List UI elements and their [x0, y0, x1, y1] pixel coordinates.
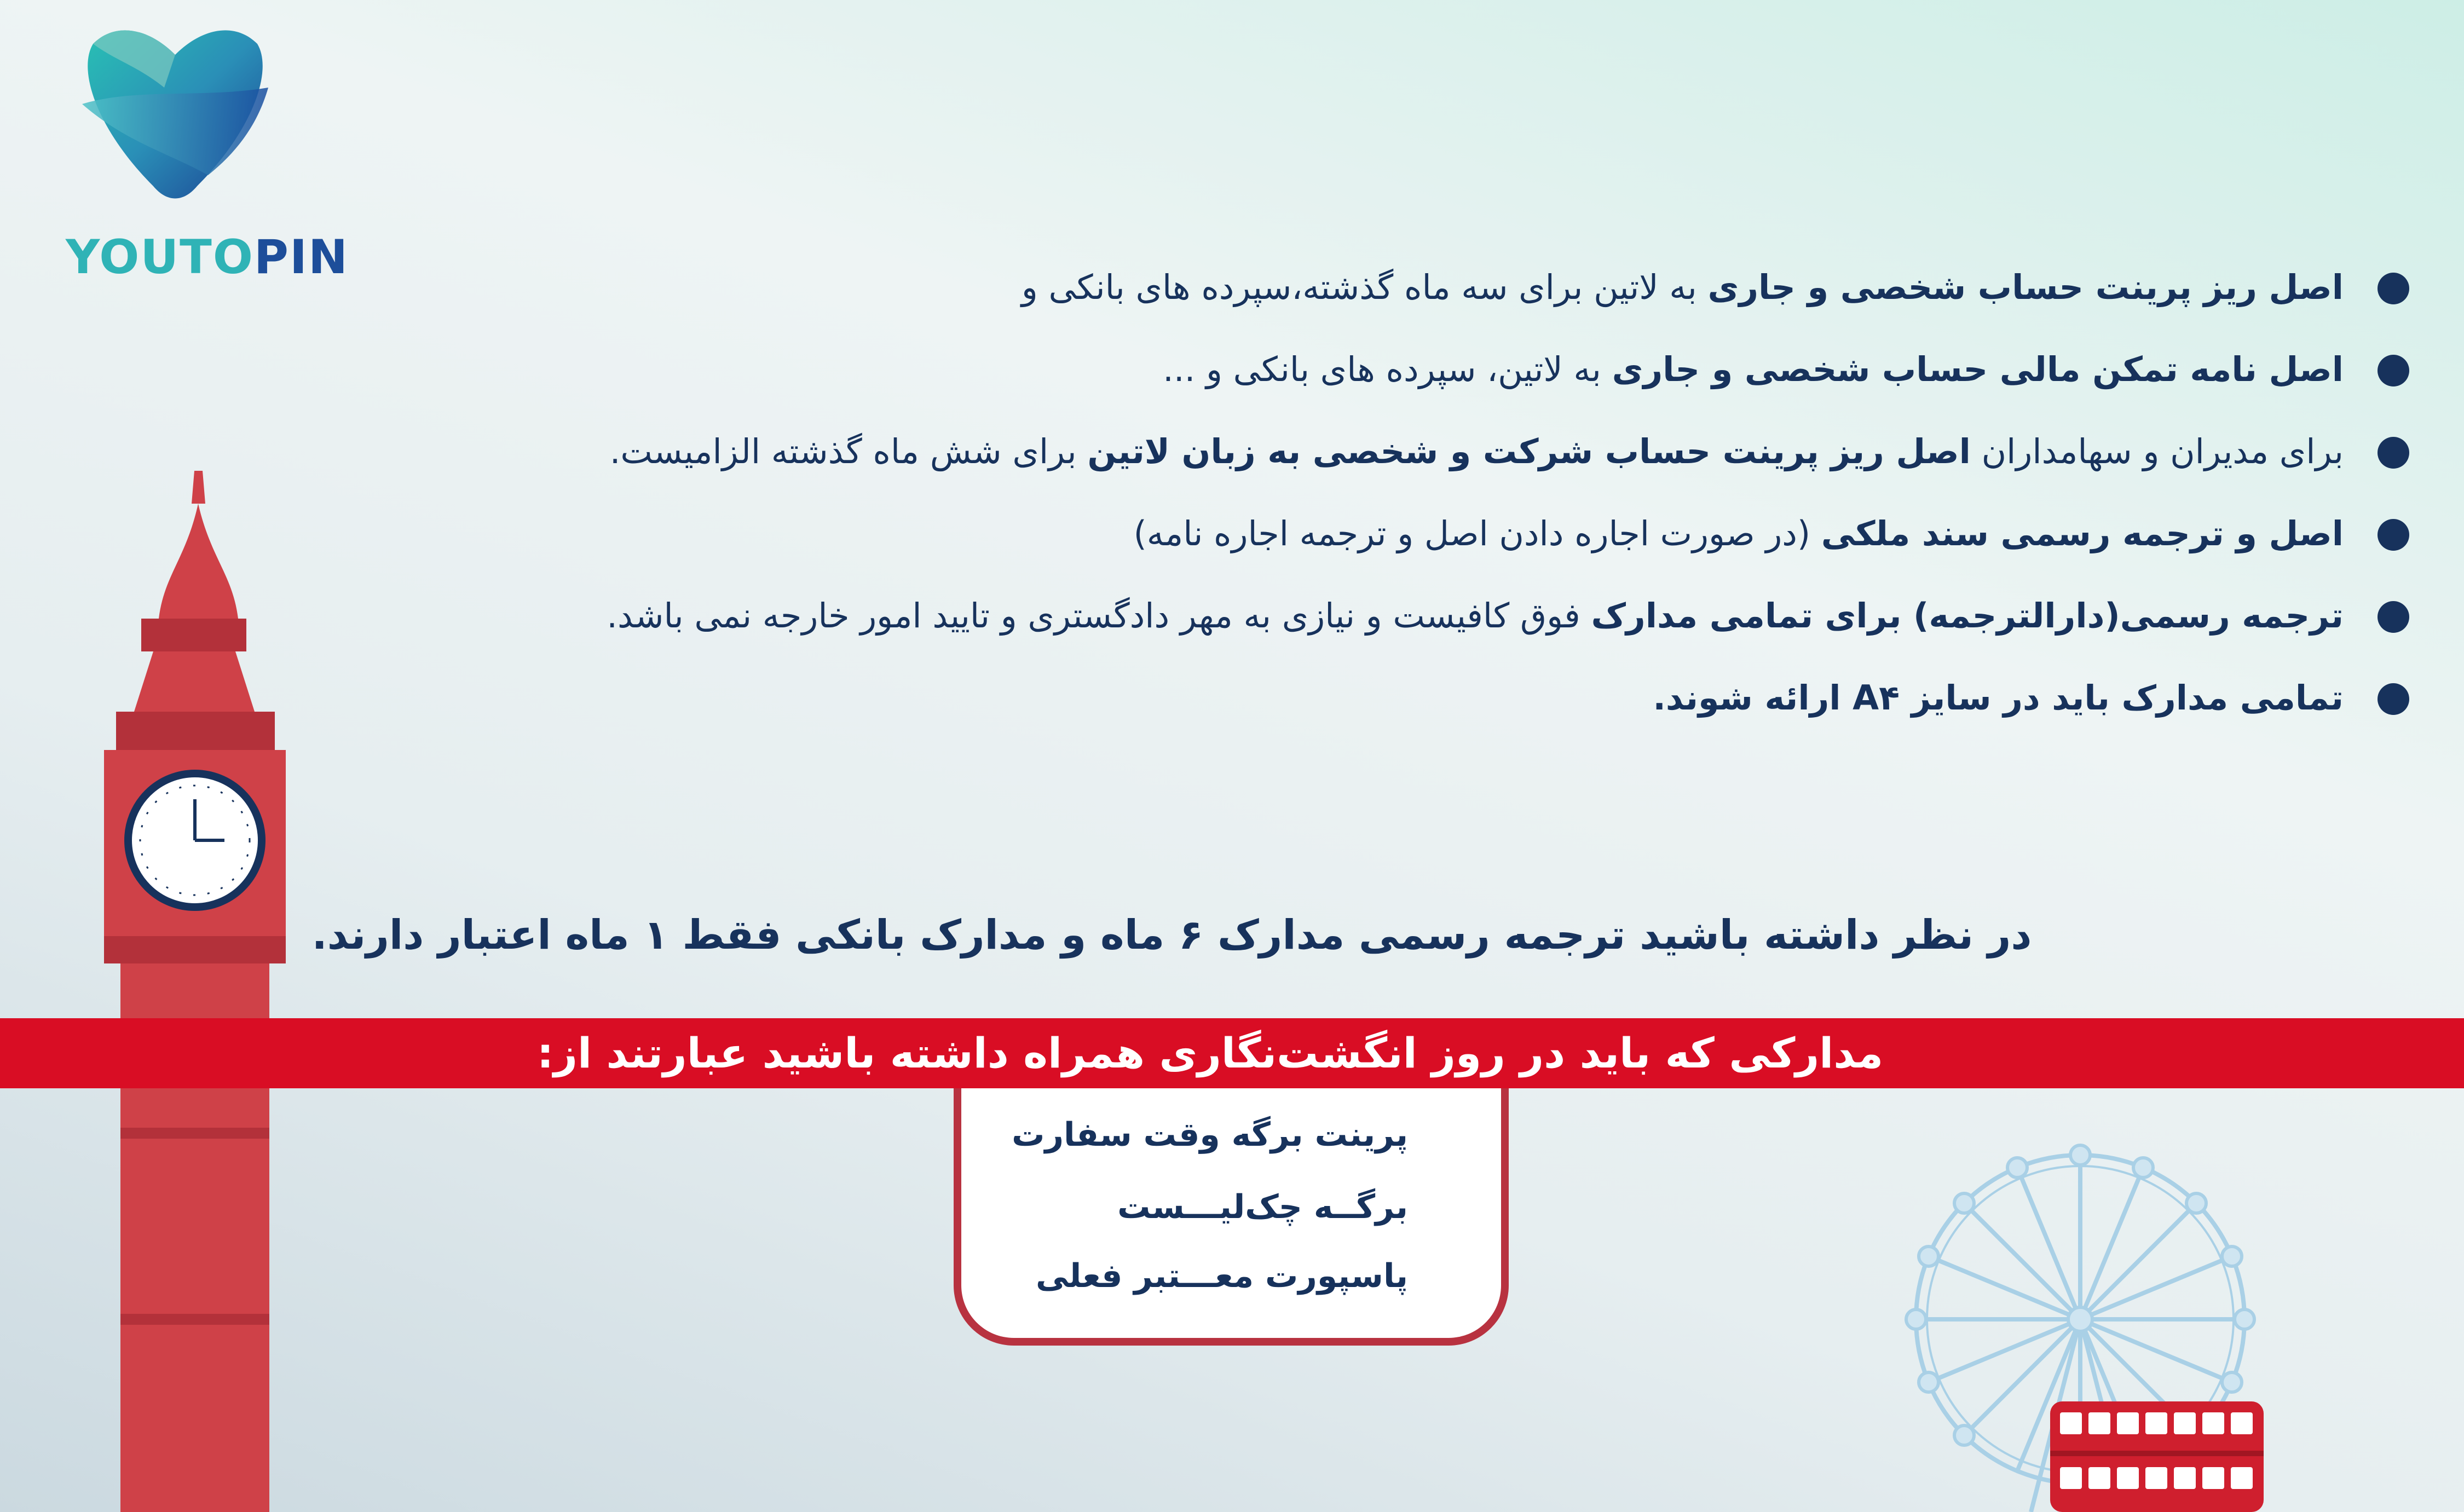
list-item [209, 339, 2344, 422]
bullet-dot-icon [2378, 519, 2409, 551]
requirement-text [610, 422, 2344, 482]
requirement-bold: تمامی مدارک باید در سایز A۴ ارائه شوند. [1653, 678, 2344, 718]
requirement-rest: فوق کافیست و نیازی به مهر دادگستری و تایید امور خارجه نمی باشد. [607, 596, 1591, 636]
heart-logo-icon [71, 22, 279, 208]
wordmark-part2: PIN [253, 230, 349, 285]
requirement-bold: اصل و ترجمه رسمی سند ملکی [1821, 513, 2344, 553]
fingerprint-banner-text: مدارکی که باید در روز انگشت‌نگاری همراه داشته باشید عبارتند از: [536, 1029, 1884, 1077]
requirement-text [1134, 504, 2344, 564]
brand-logo[interactable] [66, 22, 349, 285]
fingerprint-docs-box [954, 1088, 1509, 1346]
bullet-dot-icon [2378, 273, 2409, 304]
requirement-text [1653, 668, 2344, 728]
list-item [209, 668, 2344, 750]
validity-note: در نظر داشته باشید ترجمه رسمی مدارک ۶ ماه و مدارک بانکی فقط ۱ ماه اعتبار دارند. [311, 911, 2032, 959]
bullet-dot-icon [2378, 601, 2409, 633]
requirement-rest: به لاتین برای سه ماه گذشته،سپرده های بانکی و [1021, 267, 1708, 307]
bullet-dot-icon [2378, 355, 2409, 386]
requirement-text [1163, 339, 2344, 400]
requirement-text [607, 586, 2344, 646]
list-item: پرینت برگه وقت سفارت [1012, 1116, 1408, 1154]
requirement-bold: اصل نامه تمکن مالی حساب شخصی و جاری [1612, 349, 2344, 389]
list-item: پاسپورت معـــتبر فعلی [1036, 1257, 1408, 1295]
requirement-bold: ترجمه رسمی(دارالترجمه) برای تمامی مدارک [1591, 596, 2344, 636]
requirement-bold: اصل ریز پرینت حساب شرکت و شخصی به زبان لاتین [1087, 431, 1971, 471]
requirements-list [209, 257, 2344, 750]
requirement-rest: (در صورت اجاره دادن اصل و ترجمه اجاره نامه) [1133, 513, 1821, 553]
list-item [209, 257, 2344, 339]
wordmark-part1: YOUTO [66, 230, 254, 285]
requirement-bold: اصل ریز پرینت حساب شخصی و جاری [1707, 267, 2344, 307]
double-decker-bus-illustration [2050, 1390, 2269, 1512]
bullet-dot-icon [2378, 437, 2409, 469]
requirement-rest: برای شش ماه گذشته الزامیست. [609, 431, 1088, 471]
requirement-pre: برای مدیران و سهامداران [1970, 431, 2344, 471]
list-item [209, 586, 2344, 668]
list-item [209, 504, 2344, 586]
requirement-text [1022, 257, 2344, 318]
list-item: برگــه چک‌لیـــست [1117, 1188, 1408, 1226]
bullet-dot-icon [2378, 683, 2409, 715]
list-item [209, 422, 2344, 504]
fingerprint-banner [0, 1018, 2464, 1088]
requirement-rest: به لاتین، سپرده های بانکی و ... [1163, 349, 1612, 389]
